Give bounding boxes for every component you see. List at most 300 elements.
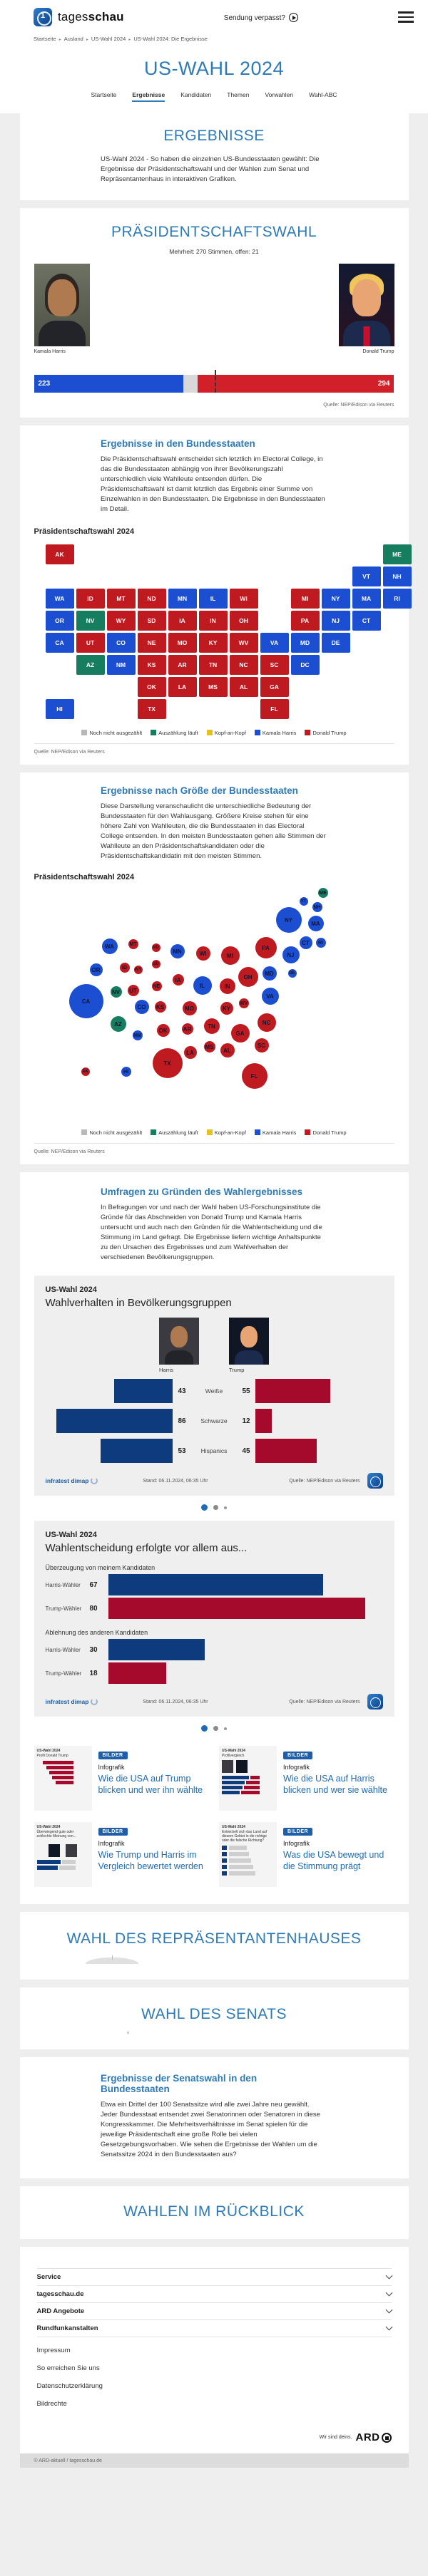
chart2-groups bbox=[46, 1564, 383, 1684]
chevron-down-icon bbox=[385, 2307, 392, 2314]
state-bubble-CA[interactable]: CA bbox=[69, 984, 103, 1018]
state-bubble-MD[interactable]: MD bbox=[263, 966, 277, 981]
trump-bar bbox=[255, 1439, 317, 1463]
state-tile-UT[interactable]: UT bbox=[76, 633, 105, 653]
state-bubble-MO[interactable]: MO bbox=[183, 1001, 197, 1015]
harris-bar bbox=[114, 1379, 173, 1403]
carousel-dot[interactable] bbox=[213, 1505, 218, 1510]
thumb-title: Profilvergleich bbox=[222, 1754, 245, 1758]
size-heading: Ergebnisse nach Größe der Bundesstaaten bbox=[101, 785, 298, 796]
page-title: US-WAHL 2024 bbox=[143, 58, 285, 79]
chart1-title: Wahlverhalten in Bevölkerungsgruppen bbox=[45, 1297, 232, 1309]
harris-votes: 223 bbox=[38, 380, 51, 388]
state-bubble-VA[interactable]: VA bbox=[262, 988, 279, 1005]
state-tile-WV[interactable]: WV bbox=[230, 633, 258, 653]
state-bubble-UT[interactable]: UT bbox=[128, 985, 139, 996]
site-header bbox=[0, 0, 428, 34]
open-bar-segment bbox=[183, 375, 198, 393]
state-bubble-TN[interactable]: TN bbox=[204, 1018, 220, 1034]
chevron-down-icon bbox=[385, 2324, 392, 2331]
state-bubble-OR[interactable]: OR bbox=[90, 963, 103, 976]
map-legend bbox=[34, 730, 394, 736]
teaser-title[interactable]: Was die USA bewegt und die Stimmung prägt bbox=[283, 1850, 384, 1871]
source-note: Quelle: NEP/Edison via Reuters bbox=[323, 403, 394, 408]
voter-group-label: Trump-Wähler bbox=[45, 1605, 82, 1612]
state-tile-GA[interactable]: GA bbox=[260, 677, 289, 697]
legend-swatch-icon bbox=[81, 1129, 87, 1135]
site-footer bbox=[20, 2247, 409, 2468]
state-bubble-ND[interactable]: ND bbox=[152, 943, 160, 952]
state-bubble-CT[interactable]: CT bbox=[300, 936, 312, 949]
accordion-label: tagesschau.de bbox=[36, 2290, 84, 2298]
ergebnisse-card bbox=[20, 113, 409, 200]
footer-accordion-row[interactable] bbox=[37, 2302, 392, 2319]
play-icon bbox=[289, 13, 298, 22]
breadcrumb-item[interactable]: Startseite bbox=[34, 36, 56, 42]
accordion-label: ARD Angebote bbox=[36, 2307, 85, 2315]
state-bubble-AK[interactable]: AK bbox=[81, 1067, 90, 1076]
chart2-kicker: US-Wahl 2024 bbox=[45, 1531, 97, 1539]
carousel-dot[interactable] bbox=[213, 1726, 218, 1731]
state-tile-LA[interactable]: LA bbox=[168, 677, 197, 697]
thumb-kicker: US-Wahl 2024 bbox=[222, 1825, 245, 1829]
repraesentantenhaus-card bbox=[20, 1912, 409, 1980]
state-tile-MI[interactable]: MI bbox=[291, 589, 320, 609]
state-bubble-AL[interactable]: AL bbox=[220, 1043, 235, 1057]
state-bubble-IL[interactable]: IL bbox=[193, 976, 212, 995]
state-bubble-WY[interactable]: WY bbox=[134, 966, 143, 974]
value-bar bbox=[108, 1662, 166, 1684]
teaser-card[interactable] bbox=[34, 1822, 210, 1887]
chart2-group-title: Ablehnung des anderen Kandidaten bbox=[45, 1629, 148, 1636]
accordion-label: Rundfunkanstalten bbox=[36, 2324, 98, 2332]
umfragen-heading: Umfragen zu Gründen des Wahlergebnisses bbox=[101, 1186, 303, 1197]
state-tile-MD[interactable]: MD bbox=[291, 633, 320, 653]
state-tile-MT[interactable]: MT bbox=[107, 589, 136, 609]
copyright-text: © ARD-aktuell / tagesschau.de bbox=[34, 2458, 102, 2463]
harris-value: 53 bbox=[178, 1447, 186, 1455]
state-bubble-MT[interactable]: MT bbox=[128, 939, 138, 949]
map-chart-title: Präsidentschaftswahl 2024 bbox=[34, 527, 135, 536]
ard-slogan: Wir sind deins. bbox=[319, 2435, 352, 2440]
chart2-row bbox=[46, 1639, 383, 1660]
state-tile-RI[interactable]: RI bbox=[383, 589, 412, 609]
bubble-source-note: Quelle: NEP/Edison via Reuters bbox=[34, 1149, 105, 1154]
legend-swatch-icon bbox=[207, 730, 213, 735]
breadcrumb-separator-icon: ▸ bbox=[58, 38, 61, 42]
chart2-row bbox=[46, 1598, 383, 1619]
state-tile-SD[interactable]: SD bbox=[138, 611, 166, 631]
state-bubble-GA[interactable]: GA bbox=[231, 1024, 250, 1043]
sendung-verpasst-link[interactable] bbox=[124, 13, 398, 22]
footer-link[interactable]: Bildrechte bbox=[36, 2400, 67, 2408]
state-tile-ND[interactable]: ND bbox=[138, 589, 166, 609]
tab-ergebnisse[interactable]: Ergebnisse bbox=[132, 91, 165, 102]
majority-note: Mehrheit: 270 Stimmen, offen: 21 bbox=[169, 248, 259, 255]
harris-bar-segment bbox=[34, 375, 183, 393]
state-bubble-IA[interactable]: IA bbox=[173, 974, 184, 986]
chart1-rows bbox=[46, 1379, 383, 1463]
state-bubble-DE[interactable]: DE bbox=[288, 969, 297, 978]
state-tile-SC[interactable]: SC bbox=[260, 655, 289, 675]
size-text: Diese Darstellung veranschaulicht die unterschiedliche Bedeutung der Bundesstaaten für den Wahlausgang. Größere Kreise stehen für eine höhere Zahl von Wahlleuten, die die Bundesstaaten in das Electoral College entsenden. In den meisten Bundesstaaten gehen alle Stimmen der Wahlleute an den Präsidentschaftskandidaten oder die Präsidentschaftskandidatin mit den meisten Stimmen. bbox=[101, 802, 326, 860]
carousel-dot[interactable] bbox=[224, 1506, 227, 1509]
breadcrumb bbox=[0, 34, 428, 48]
legend-item: Donald Trump bbox=[305, 730, 346, 736]
chart2-row bbox=[46, 1662, 383, 1684]
teaser-kicker: Infografik bbox=[283, 1840, 310, 1847]
value-label: 30 bbox=[89, 1645, 98, 1654]
state-tile-IA[interactable]: IA bbox=[168, 611, 197, 631]
legend-swatch-icon bbox=[81, 730, 87, 735]
footer-links bbox=[37, 2342, 392, 2413]
legend-item: Kamala Harris bbox=[255, 730, 297, 736]
voter-group-label: Trump-Wähler bbox=[45, 1670, 82, 1677]
state-bubble-NY[interactable]: NY bbox=[276, 907, 302, 933]
state-bubble-RI[interactable]: RI bbox=[316, 938, 326, 948]
state-tile-VT[interactable]: VT bbox=[352, 567, 381, 586]
footer-accordion-row[interactable] bbox=[37, 2285, 392, 2302]
states-heading: Ergebnisse in den Bundesstaaten bbox=[101, 438, 255, 449]
state-bubble-NH[interactable]: NH bbox=[312, 902, 322, 912]
state-bubble-FL[interactable]: FL bbox=[242, 1063, 268, 1089]
state-bubble-MS[interactable]: MS bbox=[204, 1041, 215, 1052]
legend-item: Noch nicht ausgezählt bbox=[81, 1129, 142, 1136]
breadcrumb-separator-icon: ▸ bbox=[128, 38, 131, 42]
ard-logo-text: ARD bbox=[355, 2431, 380, 2443]
bilder-badge: BILDER bbox=[283, 1828, 312, 1836]
state-bubble-OK[interactable]: OK bbox=[157, 1024, 170, 1037]
harris-value: 86 bbox=[178, 1417, 186, 1425]
thumb-kicker: US-Wahl 2024 bbox=[36, 1825, 61, 1829]
trump-chart-photo bbox=[229, 1318, 269, 1373]
senatswahl-text: Etwa ein Drittel der 100 Senatssitze wird alle zwei Jahre neu gewählt. Jeder Bundesstaat entsendet zwei Senatorinnen oder Senatoren in diese Kongresskammer. Die Mehrheitsverhältnisse im Senat spielen für die jeweilige Präsidentschaft eine große Rolle bei vielen Gesetzgebungsvorhaben. Wie sehen die Ergebnisse der Wahlen um die Senatssitze 2024 in den Bundesstaaten aus? bbox=[101, 2101, 320, 2158]
state-bubble-NM[interactable]: NM bbox=[133, 1030, 143, 1040]
ergebnisse-title: ERGEBNISSE bbox=[163, 128, 265, 144]
chart1-source: Quelle: NEP/Edison via Reuters bbox=[289, 1478, 360, 1484]
trump-value: 12 bbox=[242, 1417, 250, 1425]
state-bubble-CO[interactable]: CO bbox=[135, 1000, 149, 1014]
state-tile-AK[interactable]: AK bbox=[46, 544, 74, 564]
state-bubble-LA[interactable]: LA bbox=[184, 1046, 197, 1059]
legend-item: Noch nicht ausgezählt bbox=[81, 730, 142, 736]
state-tile-FL[interactable]: FL bbox=[260, 699, 289, 719]
teaser-kicker: Infografik bbox=[98, 1840, 125, 1847]
legend-swatch-icon bbox=[151, 1129, 156, 1135]
state-bubble-NC[interactable]: NC bbox=[258, 1013, 276, 1032]
senat-title: WAHL DES SENATS bbox=[141, 2006, 287, 2022]
teaser-title[interactable]: Wie die USA auf Harris blicken und wer sie wählte bbox=[283, 1774, 387, 1795]
umfragen-card bbox=[20, 1172, 409, 1904]
thumb-title: Überwiegend gute oder schlechte Meinung von... bbox=[36, 1830, 76, 1838]
bubble-card bbox=[20, 772, 409, 1164]
repraesentantenhaus-title: WAHL DES REPRÄSENTANTENHAUSES bbox=[66, 1930, 362, 1947]
logo-bold: schau bbox=[88, 10, 124, 24]
infratest-dimap-label: infratest dimap bbox=[45, 1698, 89, 1705]
tagesschau-mini-logo bbox=[367, 1694, 383, 1709]
thumb-kicker: US-Wahl 2024 bbox=[36, 1749, 61, 1753]
ard-circle-icon bbox=[382, 2433, 392, 2443]
candidates-area bbox=[34, 248, 394, 375]
chart2-stand: Stand: 06.11.2024, 06:35 Uhr bbox=[143, 1699, 208, 1705]
demographics-chart bbox=[34, 1276, 394, 1496]
title-block bbox=[0, 48, 428, 113]
footer-accordion-row[interactable] bbox=[37, 2268, 392, 2285]
teaser-title[interactable]: Wie die USA auf Trump blicken und wer ihn wählte bbox=[98, 1774, 203, 1795]
decision-chart bbox=[34, 1521, 394, 1717]
chevron-down-icon bbox=[385, 2272, 392, 2280]
state-bubble-MA[interactable]: MA bbox=[308, 916, 324, 931]
teaser-card[interactable] bbox=[34, 1746, 210, 1811]
state-tile-TX[interactable]: TX bbox=[138, 699, 166, 719]
infratest-dimap-label: infratest dimap bbox=[45, 1477, 89, 1484]
carousel-dots bbox=[20, 1717, 409, 1742]
state-tile-NJ[interactable]: NJ bbox=[322, 611, 350, 631]
breadcrumb-item[interactable]: Ausland bbox=[63, 36, 83, 42]
footer-accordion-row[interactable] bbox=[37, 2319, 392, 2337]
state-tile-ME[interactable]: ME bbox=[383, 544, 412, 564]
electoral-bubble-chart[interactable] bbox=[34, 886, 394, 1121]
footer-link[interactable]: Datenschutzerklärung bbox=[36, 2382, 103, 2390]
voter-group-label: Harris-Wähler bbox=[45, 1646, 81, 1653]
state-tile-OR[interactable]: OR bbox=[46, 611, 74, 631]
senatswahl-heading: Ergebnisse der Senatswahl in den Bundesstaaten bbox=[101, 2073, 258, 2094]
legend-item: Auszählung läuft bbox=[151, 1129, 198, 1136]
breadcrumb-item[interactable]: US-Wahl 2024 bbox=[91, 36, 126, 42]
legend-item: Kopf-an-Kopf bbox=[207, 1129, 246, 1136]
chart1-row bbox=[46, 1439, 383, 1463]
bilder-badge: BILDER bbox=[98, 1752, 128, 1759]
state-tile-DC[interactable]: DC bbox=[291, 655, 320, 675]
state-bubble-NV[interactable]: NV bbox=[111, 986, 122, 998]
chart2-row bbox=[46, 1574, 383, 1595]
state-bubble-MN[interactable]: MN bbox=[170, 944, 185, 958]
state-tile-PA[interactable]: PA bbox=[291, 611, 320, 631]
trump-bar bbox=[255, 1379, 330, 1403]
chevron-down-icon bbox=[385, 2290, 392, 2297]
state-tile-CO[interactable]: CO bbox=[107, 633, 136, 653]
state-tile-KY[interactable]: KY bbox=[199, 633, 228, 653]
state-bubble-MI[interactable]: MI bbox=[221, 946, 240, 965]
teaser-thumbnail bbox=[34, 1822, 92, 1887]
state-tile-MA[interactable]: MA bbox=[352, 589, 381, 609]
chart1-trump-label: Trump bbox=[229, 1367, 245, 1373]
carousel-dot[interactable] bbox=[201, 1504, 208, 1511]
state-bubble-IN[interactable]: IN bbox=[220, 978, 235, 994]
state-bubble-ID[interactable]: ID bbox=[120, 963, 130, 973]
harris-bar bbox=[101, 1439, 173, 1463]
state-tile-DE[interactable]: DE bbox=[322, 633, 350, 653]
teaser-kicker: Infografik bbox=[283, 1764, 310, 1771]
ergebnisse-text: US-Wahl 2024 - So haben die einzelnen US-Bundesstaaten gewählt: Die Ergebnisse der Präsidentschaftswahl und der Wahlen zum Senat und Repräsentantenhaus in interaktiven Grafiken. bbox=[101, 155, 320, 183]
state-tile-ID[interactable]: ID bbox=[76, 589, 105, 609]
seat-arc-placeholder bbox=[86, 1957, 138, 1964]
accordion-label: Service bbox=[36, 2273, 61, 2281]
state-tile-OK[interactable]: OK bbox=[138, 677, 166, 697]
legend-item: Kamala Harris bbox=[255, 1129, 297, 1136]
state-tile-AR[interactable]: AR bbox=[168, 655, 197, 675]
teaser-card[interactable] bbox=[219, 1746, 394, 1811]
harris-name-label: Kamala Harris bbox=[34, 349, 66, 354]
map-source-note: Quelle: NEP/Edison via Reuters bbox=[34, 750, 105, 755]
carousel-dot[interactable] bbox=[201, 1725, 208, 1732]
state-bubble-NJ[interactable]: NJ bbox=[282, 946, 300, 963]
state-bubble-TX[interactable]: TX bbox=[153, 1048, 183, 1078]
state-tile-WI[interactable]: WI bbox=[230, 589, 258, 609]
state-tile-CA[interactable]: CA bbox=[46, 633, 74, 653]
state-tile-NH[interactable]: NH bbox=[383, 567, 412, 586]
state-tile-IN[interactable]: IN bbox=[199, 611, 228, 631]
bilder-badge: BILDER bbox=[283, 1752, 312, 1759]
state-tile-HI[interactable]: HI bbox=[46, 699, 74, 719]
legend-swatch-icon bbox=[255, 730, 260, 735]
state-tile-MS[interactable]: MS bbox=[199, 677, 228, 697]
footer-link[interactable]: Impressum bbox=[36, 2347, 71, 2354]
senatswahl-card bbox=[20, 2057, 409, 2178]
breadcrumb-separator-icon: ▸ bbox=[86, 38, 88, 42]
state-tile-VA[interactable]: VA bbox=[260, 633, 289, 653]
teaser-thumbnail bbox=[219, 1822, 277, 1887]
state-bubble-VT[interactable]: VT bbox=[300, 897, 308, 906]
state-tile-MN[interactable]: MN bbox=[168, 589, 197, 609]
electoral-college-bar bbox=[34, 375, 394, 393]
state-tile-NC[interactable]: NC bbox=[230, 655, 258, 675]
harris-bar bbox=[56, 1409, 173, 1433]
chart1-row bbox=[46, 1409, 383, 1433]
praesidentschaftswahl-title: PRÄSIDENTSCHAFTSWAHL bbox=[111, 224, 317, 240]
breadcrumb-item[interactable]: US-Wahl 2024: Die Ergebnisse bbox=[133, 36, 208, 42]
state-bubble-PA[interactable]: PA bbox=[255, 937, 277, 958]
sendung-verpasst-label: Sendung verpasst? bbox=[223, 14, 285, 22]
state-tile-WY[interactable]: WY bbox=[107, 611, 136, 631]
infratest-dimap-logo bbox=[46, 1698, 98, 1705]
state-tile-MO[interactable]: MO bbox=[168, 633, 197, 653]
state-bubble-WA[interactable]: WA bbox=[102, 938, 118, 954]
states-text: Die Präsidentschaftswahl entscheidet sich letztlich im Electoral College, in das die Bundesstaaten abhängig von ihrer Bevölkerungszahl unterschiedlich viele Wahlleute entsenden dürfen. Die Präsidentschaftswahl ist damit letztlich das Ergebnis einer Summe von Einzelwahlen in den Bundesstaaten. Die Ergebnisse in den Bundesstaaten im Detail. bbox=[101, 455, 325, 513]
copyright-bar bbox=[20, 2453, 409, 2468]
chart1-harris-label: Harris bbox=[159, 1367, 173, 1373]
tab-vorwahlen[interactable]: Vorwahlen bbox=[265, 91, 294, 98]
tab-kandidaten[interactable]: Kandidaten bbox=[180, 91, 212, 98]
trump-value: 55 bbox=[242, 1387, 250, 1395]
thumb-kicker: US-Wahl 2024 bbox=[222, 1749, 245, 1753]
bubble-legend bbox=[34, 1129, 394, 1136]
state-tile-NV[interactable]: NV bbox=[76, 611, 105, 631]
chart1-stand: Stand: 06.11.2024, 06:35 Uhr bbox=[143, 1478, 208, 1484]
umfragen-text: In Befragungen vor und nach der Wahl haben US-Forschungsinstitute die Gründe für das Abschneiden von Donald Trump und Kamala Harris untersucht und auch nach den Gründen für die Wahlentscheidung und die Stimmung im Land gefragt. Die Ergebnisse liefern wichtige Anhaltspunkte zu den Ursachen des Ergebnisses und zum Wahlverhalten der verschiedenen Bevölkerungsgruppen. bbox=[101, 1204, 322, 1261]
chart2-source: Quelle: NEP/Edison via Reuters bbox=[289, 1699, 360, 1705]
trump-votes: 294 bbox=[377, 380, 390, 388]
state-tile-OH[interactable]: OH bbox=[230, 611, 258, 631]
thumb-title: Profil Donald Trump bbox=[36, 1754, 68, 1758]
legend-item: Kopf-an-Kopf bbox=[207, 730, 246, 736]
thumb-title: Entwickelt sich das Land auf diesem Gebiet in die richtige oder die falsche Richtung? bbox=[222, 1830, 268, 1843]
logo-light: tages bbox=[58, 10, 88, 24]
infratest-dimap-logo bbox=[46, 1477, 98, 1484]
ard-logo[interactable] bbox=[356, 2431, 392, 2443]
majority-marker bbox=[215, 370, 216, 393]
state-tile-NE[interactable]: NE bbox=[138, 633, 166, 653]
legend-swatch-icon bbox=[305, 1129, 310, 1135]
state-bubble-WV[interactable]: WV bbox=[239, 998, 249, 1008]
teaser-kicker: Infografik bbox=[98, 1764, 125, 1771]
tagesschau-logo-icon[interactable] bbox=[34, 8, 52, 26]
rueckblick-title: WAHLEN IM RÜCKBLICK bbox=[123, 2203, 305, 2220]
value-label: 18 bbox=[89, 1669, 98, 1677]
state-tile-NY[interactable]: NY bbox=[322, 589, 350, 609]
value-label: 67 bbox=[89, 1581, 98, 1589]
tagesschau-logo-text[interactable] bbox=[58, 10, 124, 24]
state-bubble-OH[interactable]: OH bbox=[238, 967, 258, 987]
bubble-chart-title: Präsidentschaftswahl 2024 bbox=[34, 873, 135, 881]
state-bubble-SC[interactable]: SC bbox=[255, 1038, 269, 1052]
state-bubble-ME[interactable]: ME bbox=[318, 888, 328, 898]
state-bubble-KY[interactable]: KY bbox=[220, 1002, 233, 1015]
state-tile-CT[interactable]: CT bbox=[352, 611, 381, 631]
state-bubble-SD[interactable]: SD bbox=[152, 960, 160, 968]
state-tile-IL[interactable]: IL bbox=[199, 589, 228, 609]
infratest-ring-icon bbox=[91, 1698, 98, 1705]
state-bubble-NE[interactable]: NE bbox=[152, 981, 162, 991]
state-bubble-WI[interactable]: WI bbox=[196, 946, 210, 961]
teaser-thumbnail bbox=[34, 1746, 92, 1811]
praesidentschaftswahl-card bbox=[20, 208, 409, 418]
teaser-grid bbox=[20, 1742, 409, 1900]
state-tile-AL[interactable]: AL bbox=[230, 677, 258, 697]
state-tile-WA[interactable]: WA bbox=[46, 589, 74, 609]
category-label: Hispanics bbox=[200, 1447, 228, 1454]
teaser-title[interactable]: Wie Trump und Harris im Vergleich bewertet werden bbox=[98, 1850, 203, 1871]
tab-wahl-abc[interactable]: Wahl-ABC bbox=[309, 91, 337, 98]
state-tile-TN[interactable]: TN bbox=[199, 655, 228, 675]
trump-bar-segment bbox=[198, 375, 394, 393]
trump-name-label: Donald Trump bbox=[362, 349, 394, 354]
state-bubble-AR[interactable]: AR bbox=[182, 1023, 193, 1035]
legend-swatch-icon bbox=[207, 1129, 213, 1135]
senat-chart-placeholder bbox=[127, 2032, 129, 2034]
value-label: 80 bbox=[89, 1604, 98, 1613]
teaser-thumbnail bbox=[219, 1746, 277, 1811]
harris-chart-photo bbox=[159, 1318, 199, 1373]
state-bubble-HI[interactable]: HI bbox=[121, 1067, 131, 1077]
chart1-row bbox=[46, 1379, 383, 1403]
us-states-map[interactable] bbox=[34, 544, 402, 721]
tab-startseite[interactable]: Startseite bbox=[91, 91, 117, 98]
tagesschau-mini-logo bbox=[367, 1473, 383, 1489]
state-tile-KS[interactable]: KS bbox=[138, 655, 166, 675]
chart2-title: Wahlentscheidung erfolgte vor allem aus... bbox=[45, 1542, 248, 1554]
bilder-badge: BILDER bbox=[98, 1828, 128, 1836]
state-bubble-KS[interactable]: KS bbox=[155, 1001, 166, 1013]
chart2-group-title: Überzeugung von meinem Kandidaten bbox=[45, 1564, 156, 1571]
state-bubble-AZ[interactable]: AZ bbox=[111, 1016, 126, 1032]
donald-trump-photo bbox=[339, 264, 394, 346]
state-tile-AZ[interactable]: AZ bbox=[76, 655, 105, 675]
senat-card bbox=[20, 1987, 409, 2049]
chart1-kicker: US-Wahl 2024 bbox=[45, 1286, 97, 1294]
footer-link[interactable]: So erreichen Sie uns bbox=[36, 2364, 100, 2372]
hamburger-menu-icon[interactable] bbox=[398, 11, 414, 23]
legend-item: Auszählung läuft bbox=[151, 730, 198, 736]
harris-value: 43 bbox=[178, 1387, 186, 1395]
teaser-card[interactable] bbox=[219, 1822, 394, 1887]
state-tile-NM[interactable]: NM bbox=[107, 655, 136, 675]
tab-bar bbox=[0, 91, 428, 102]
tab-themen[interactable]: Themen bbox=[227, 91, 250, 98]
carousel-dot[interactable] bbox=[224, 1727, 227, 1730]
trump-bar bbox=[255, 1409, 272, 1433]
infratest-ring-icon bbox=[91, 1477, 98, 1484]
